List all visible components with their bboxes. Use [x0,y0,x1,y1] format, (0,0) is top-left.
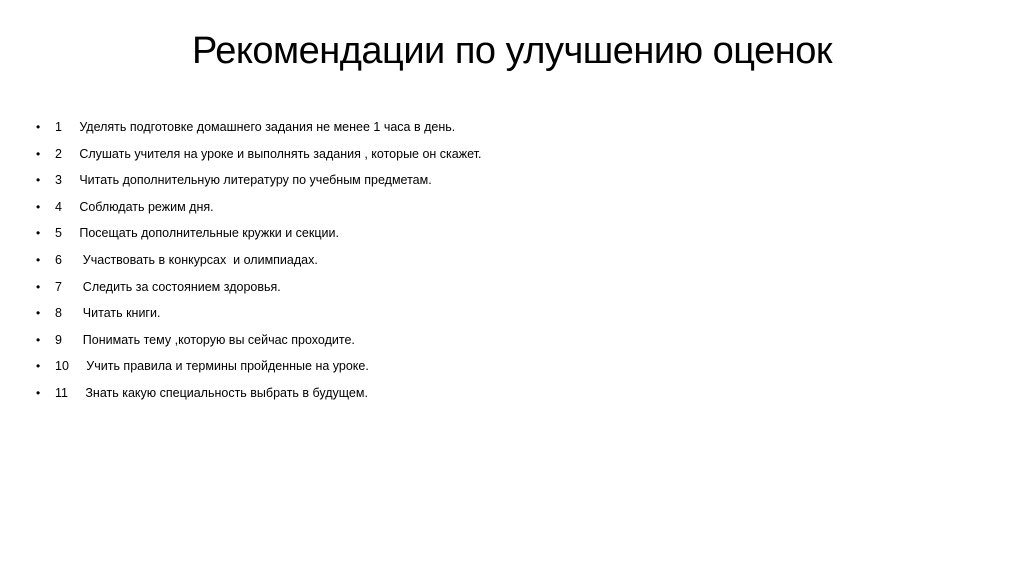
item-gap [62,200,79,214]
bullet-icon: • [36,199,41,214]
bullet-icon: • [36,226,41,241]
item-gap [62,306,83,320]
item-text: Слушать учителя на уроке и выполнять задания , которые он скажет. [79,146,482,161]
item-gap [62,253,83,267]
item-gap [69,359,86,373]
item-number: 3 [55,173,62,188]
list-item [36,194,481,221]
list-item [36,274,481,301]
bullet-icon: • [36,332,41,347]
list-item [36,353,481,380]
item-gap [62,226,79,240]
bullet-icon: • [36,146,41,161]
item-text: Знать какую специальность выбрать в будущем. [85,385,368,400]
bullet-icon: • [36,359,41,374]
item-gap [68,386,85,400]
item-number: 5 [55,226,62,241]
item-gap [62,147,79,161]
item-number: 8 [55,306,62,321]
list-item [36,141,481,168]
item-text: Понимать тему ,которую вы сейчас проходите. [82,332,355,347]
list-item [36,327,481,354]
item-text: Учить правила и термины пройденные на уроке. [86,359,369,374]
item-text: Участвовать в конкурсах и олимпиадах. [82,252,318,267]
list-item [36,220,481,247]
item-gap [62,173,79,187]
item-gap [62,280,83,294]
item-text: Следить за состоянием здоровья. [82,279,281,294]
bullet-icon: • [36,279,41,294]
item-gap [62,333,83,347]
item-number: 11 [55,385,68,400]
recommendations-list [36,114,481,407]
list-item [36,114,481,141]
item-number: 9 [55,332,62,347]
bullet-icon: • [36,306,41,321]
item-number: 4 [55,199,62,214]
bullet-icon: • [36,385,41,400]
item-number: 2 [55,146,62,161]
list-item [36,300,481,327]
item-text: Посещать дополнительные кружки и секции. [79,226,339,241]
item-text: Уделять подготовке домашнего задания не менее 1 часа в день. [79,120,456,134]
bullet-icon: • [36,252,41,267]
item-number: 10 [55,359,69,374]
bullet-icon: • [36,120,41,134]
item-text: Читать дополнительную литературу по учебным предметам. [79,173,432,188]
item-number: 7 [55,279,62,294]
slide-title: Рекомендации по улучшению оценок [192,30,832,72]
item-number: 1 [55,120,62,134]
item-text: Соблюдать режим дня. [79,199,214,214]
list-item [36,380,481,407]
item-gap [62,120,79,134]
list-item [36,167,481,194]
list-item [36,247,481,274]
item-text: Читать книги. [82,306,161,321]
bullet-icon: • [36,173,41,188]
item-number: 6 [55,252,62,267]
